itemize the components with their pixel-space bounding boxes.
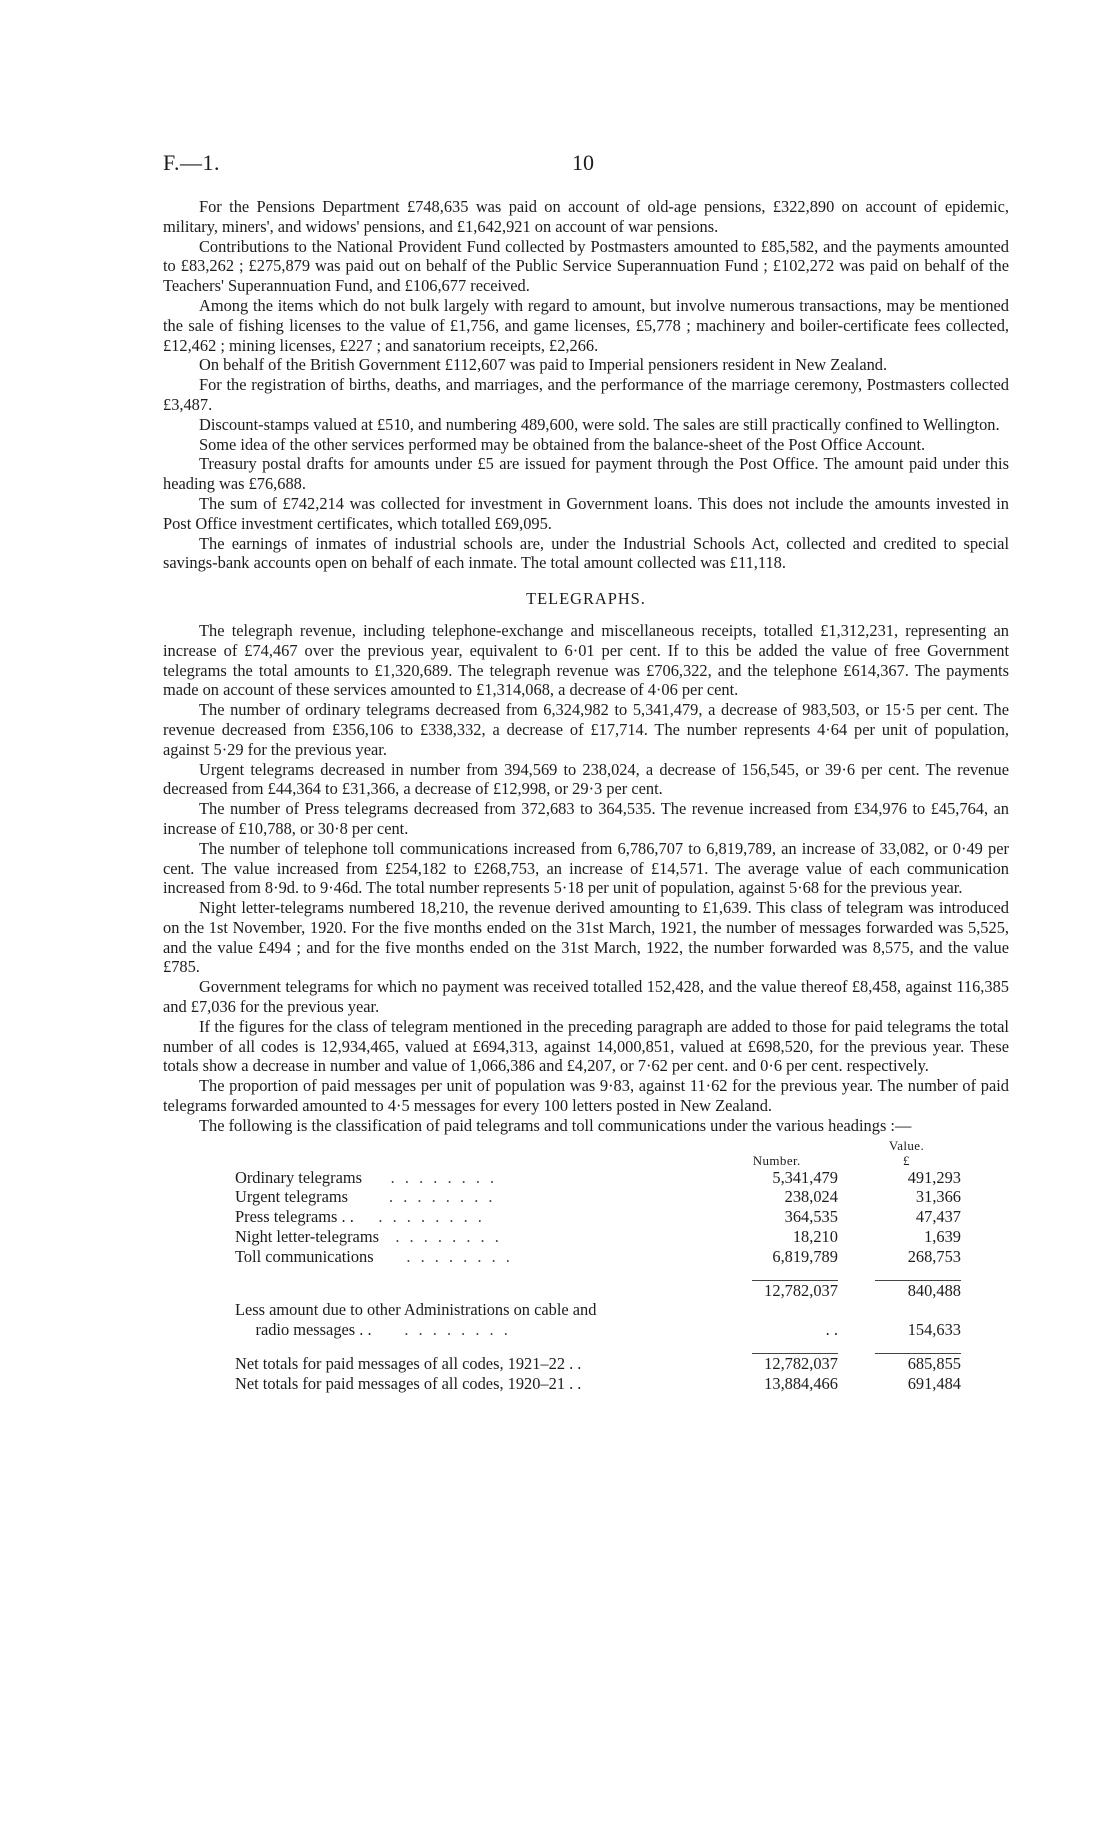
dot-leader: . . . . . . . .	[390, 1167, 498, 1187]
paragraph: Among the items which do not bulk largely with regard to amount, but involve numerous transactions, may be mentioned the sale of fishing licenses to the value of £1,756, and game licenses, £5,778 ; machinery and boiler-certificate fees collected, £12,462 ; mining licenses, £227 ; and sanatorium receipts, £2,266.	[163, 295, 1009, 355]
net-value: 685,855	[907, 1354, 961, 1374]
paragraph: For the Pensions Department £748,635 was paid on account of old-age pensions, £322,890 on account of epidemic, military, miners', and widows' pensions, and £1,642,921 on account of war pensions.	[163, 197, 1009, 236]
paragraph: If the figures for the class of telegram mentioned in the preceding paragraph are added to those for paid telegrams the total number of all codes is 12,934,465, valued at £694,313, against 14,000,851, valued at £698,520, for the previous year. These totals show a decrease in number and value of 1,066,386 and £4,207, or 7·62 per cent. and 0·6 per cent. respectively.	[163, 1016, 1009, 1076]
table-row	[235, 1187, 969, 1207]
row-label: Press telegrams . .	[235, 1207, 354, 1227]
column-header-number: Number.	[752, 1152, 801, 1168]
paragraph: The number of telephone toll communications increased from 6,786,707 to 6,819,789, an increase of 33,082, or 0·49 per cent. The value increased from £254,182 to £268,753, an increase of £14,571. The average value of each communication increased from 8·9d. to 9·46d. The total number represents 5·18 per unit of population, against 5·68 for the previous year.	[163, 838, 1009, 898]
row-label: Toll communications	[235, 1246, 374, 1266]
page-number: 10	[572, 150, 594, 175]
dot-leader: . . . . . . . .	[395, 1227, 502, 1247]
paragraph: Some idea of the other services performed may be obtained from the balance-sheet of the Post Office Account.	[199, 434, 926, 454]
net-number: 12,782,037	[764, 1354, 838, 1374]
less-row-label	[235, 1300, 969, 1320]
paragraph: Contributions to the National Provident Fund collected by Postmasters amounted to £85,582, and the payments amounted to £83,262 ; £275,879 was paid out on behalf of the Public Service Superannuation Fund ; £102,272 was paid on behalf of the Teachers' Superannuation Fund, and £106,677 received.	[163, 236, 1009, 296]
section-heading	[163, 589, 1009, 609]
table-header-row	[235, 1138, 969, 1168]
value-unit: £	[903, 1152, 910, 1168]
less-value: 154,633	[907, 1320, 961, 1340]
row-value: 491,293	[907, 1167, 961, 1187]
paragraph: The following is the classification of paid telegrams and toll communications under the various headings :—	[199, 1115, 912, 1135]
paragraph: The sum of £742,214 was collected for investment in Government loans. This does not include the amounts invested in Post Office investment certificates, which totalled £69,095.	[163, 493, 1009, 533]
row-number: 6,819,789	[772, 1246, 838, 1266]
row-value: 31,366	[915, 1187, 961, 1207]
row-number: 18,210	[792, 1227, 838, 1247]
dot-leader: . . . . . . . .	[378, 1207, 485, 1227]
row-value: 268,753	[907, 1246, 961, 1266]
paragraph: Government telegrams for which no payment was received totalled 152,428, and the value thereof £8,458, against 116,385 and £7,036 for the previous year.	[163, 977, 1009, 1017]
row-value: 1,639	[924, 1227, 961, 1247]
table-row	[235, 1247, 969, 1267]
paragraph: Treasury postal drafts for amounts under £5 are issued for payment through the Post Office. The amount paid under this heading was £76,688.	[163, 454, 1009, 494]
report-code: F.—1.	[163, 150, 220, 175]
paragraph: Night letter-telegrams numbered 18,210, the revenue derived amounting to £1,639. This class of telegram was introduced on the 1st November, 1920. For the five months ended on the 31st March, 1921, the number of messages forwarded was 5,525, and the value £494 ; and for the five months ended on the 31st March, 1922, the number forwarded was 8,575, and the value £785.	[163, 898, 1009, 977]
dot-leader: . . . . . . . .	[389, 1187, 496, 1207]
row-label: Night letter-telegrams	[235, 1227, 379, 1247]
paragraph: The earnings of inmates of industrial schools are, under the Industrial Schools Act, collected and credited to special savings-bank accounts open on behalf of each inmate. The total amount collected was £11,118.	[163, 533, 1009, 573]
less-number: . .	[825, 1320, 838, 1340]
paragraph: The number of Press telegrams decreased from 372,683 to 364,535. The revenue increased from £34,976 to £45,764, an increase of £10,788, or 30·8 per cent.	[163, 799, 1009, 838]
net-total-row	[235, 1374, 969, 1394]
paragraph: Discount-stamps valued at £510, and numbering 489,600, were sold. The sales are still practically confined to Wellington.	[199, 414, 1000, 434]
subtotal-row	[235, 1281, 969, 1301]
paragraph: The proportion of paid messages per unit of population was 9·83, against 11·62 for the previous year. The number of paid telegrams forwarded amounted to 4·5 messages for every 100 letters posted in New Zealand.	[163, 1076, 1009, 1116]
paragraph: Urgent telegrams decreased in number from 394,569 to 238,024, a decrease of 156,545, or 39·6 per cent. The revenue decreased from £44,364 to £31,366, a decrease of £12,998, or 29·3 per cent.	[163, 759, 1009, 799]
row-label: Ordinary telegrams	[235, 1167, 362, 1187]
row-label: Urgent telegrams	[235, 1187, 349, 1207]
paragraph: The number of ordinary telegrams decreased from 6,324,982 to 5,341,479, a decrease of 983,503, or 15·5 per cent. The revenue decreased from £356,106 to £338,332, a decrease of £17,714. The number represents 4·64 per unit of population, against 5·29 for the previous year.	[163, 700, 1009, 759]
less-row	[235, 1320, 969, 1340]
classification-table	[235, 1138, 969, 1394]
body-text	[163, 197, 1009, 1394]
table-row	[235, 1207, 969, 1227]
net-value: 691,484	[907, 1373, 961, 1393]
net-label: Net totals for paid messages of all codes, 1921–22 . .	[235, 1354, 582, 1374]
paragraph: For the registration of births, deaths, and marriages, and the performance of the marriage ceremony, Postmasters collected £3,487.	[163, 375, 1009, 414]
dot-leader: . . . . . . . .	[406, 1246, 513, 1266]
less-label-line1: Less amount due to other Administrations on cable and	[235, 1300, 597, 1320]
subtotal-value: 840,488	[907, 1280, 961, 1300]
net-number: 13,884,466	[764, 1373, 838, 1393]
subtotal-number: 12,782,037	[764, 1280, 838, 1300]
subtotal-rule-row	[235, 1267, 969, 1281]
section-heading-text: TELEGRAPHS.	[526, 589, 646, 609]
less-label-line2: radio messages . .	[255, 1320, 372, 1340]
net-rule-row	[235, 1340, 969, 1354]
paragraph: The telegraph revenue, including telephone-exchange and miscellaneous receipts, totalled £1,312,231, representing an increase of £74,467 over the previous year, equivalent to 6·01 per cent. If to this be added the value of free Government telegrams the total amounts to £1,320,689. The telegraph revenue was £706,322, and the telephone £614,367. The payments made on account of these services amounted to £1,314,068, a decrease of 4·06 per cent.	[163, 620, 1009, 700]
row-number: 5,341,479	[772, 1167, 838, 1187]
row-value: 47,437	[915, 1207, 961, 1227]
column-header-value: Value. £	[852, 1138, 969, 1168]
table-row	[235, 1227, 969, 1247]
row-number: 364,535	[784, 1207, 838, 1227]
dot-leader: . . . . . . . .	[404, 1320, 511, 1340]
net-label: Net totals for paid messages of all codes, 1920–21 . .	[235, 1373, 582, 1393]
table-row	[235, 1168, 969, 1188]
row-number: 238,024	[784, 1187, 838, 1207]
paragraph: On behalf of the British Government £112,607 was paid to Imperial pensioners resident in New Zealand.	[199, 355, 888, 375]
net-total-row	[235, 1354, 969, 1374]
